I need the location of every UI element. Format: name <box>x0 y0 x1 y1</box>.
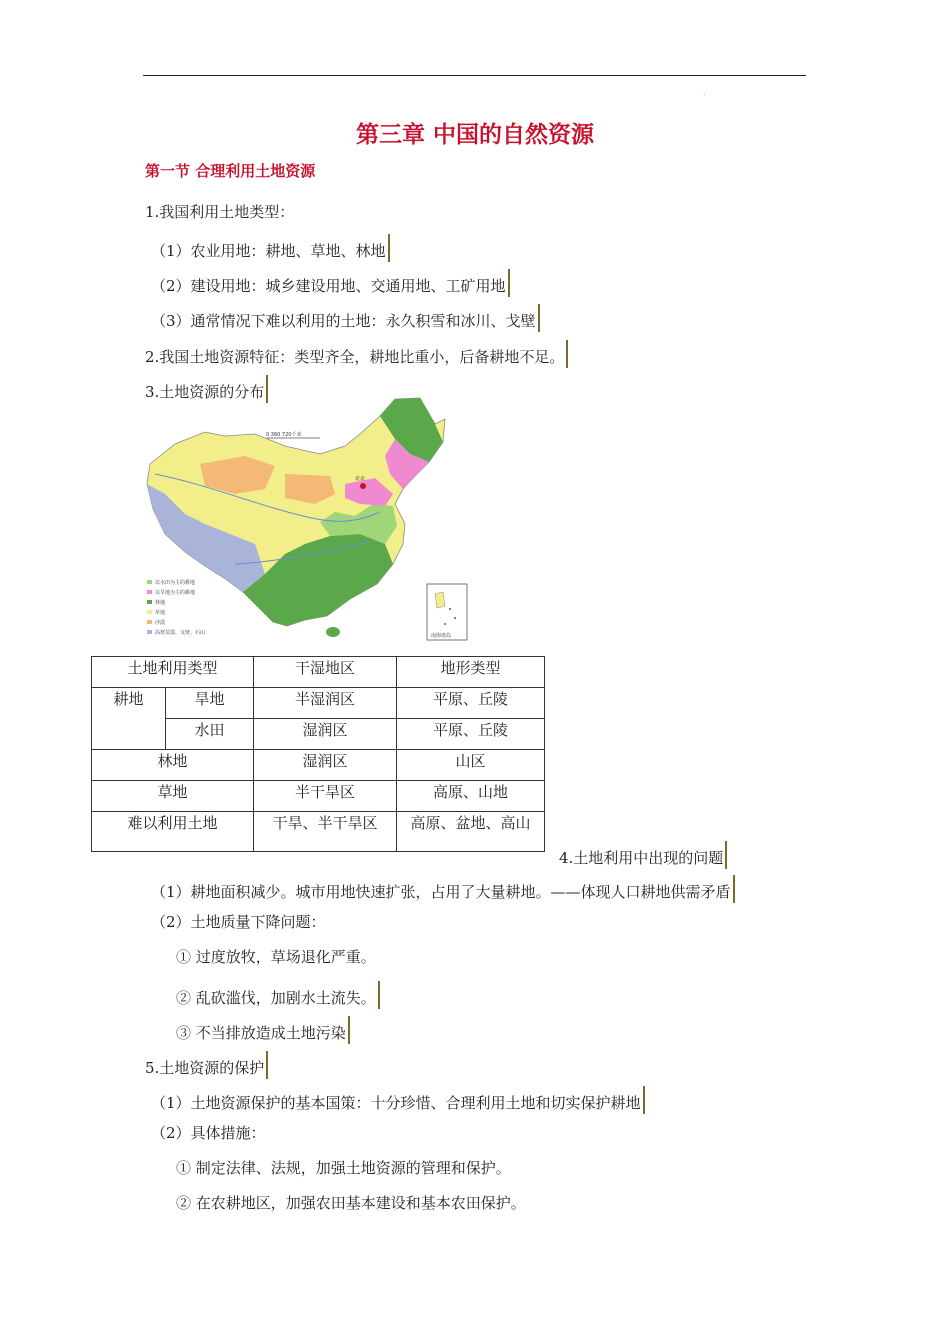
table-cell: 湿润区 <box>254 750 397 781</box>
edit-marker <box>733 875 735 903</box>
q2-line <box>145 340 568 368</box>
q5-item-1-text: （1）土地资源保护的基本国策：十分珍惜、合理利用土地和切实保护耕地 <box>151 1094 641 1112</box>
edit-marker <box>566 340 568 368</box>
q1-item-1 <box>151 234 390 262</box>
edit-marker <box>378 981 380 1009</box>
q1-item-2 <box>151 269 510 297</box>
table-cell: 旱地 <box>166 688 254 719</box>
edit-marker <box>643 1086 645 1114</box>
q4-heading: 4.土地利用中出现的问题 <box>559 849 724 867</box>
south-china-sea-inset <box>427 584 467 640</box>
table-cell: 水田 <box>166 719 254 750</box>
q4-item-2: （2）土地质量下降问题： <box>151 913 326 931</box>
legend-label: 草地 <box>155 610 166 616</box>
q4-item-4 <box>176 981 380 1009</box>
table-row <box>92 750 545 781</box>
legend-label: 以旱地为主的耕地 <box>155 590 196 596</box>
map-legend <box>147 579 205 636</box>
legend-label: 以水田为主的耕地 <box>155 580 196 586</box>
q1-heading: 1.我国利用土地类型： <box>145 203 295 221</box>
q5-item-2: （2）具体措施： <box>151 1124 266 1142</box>
legend-label: 沙漠 <box>155 620 166 626</box>
table-cell: 干旱、半干旱区 <box>254 812 397 852</box>
land-use-table <box>91 656 545 852</box>
table-cell: 难以利用土地 <box>92 812 254 852</box>
q5-item-3: ① 制定法律、法规，加强土地资源的管理和保护。 <box>176 1159 511 1177</box>
table-cell: 林地 <box>92 750 254 781</box>
table-cell: 半干旱区 <box>254 781 397 812</box>
table-row <box>92 688 545 719</box>
legend-swatch <box>147 580 152 584</box>
q4-item-3: ① 过度放牧，草场退化严重。 <box>176 948 376 966</box>
table-row <box>92 781 545 812</box>
table-header-row <box>92 657 545 688</box>
edit-marker <box>725 841 727 869</box>
q5-item-1 <box>151 1086 645 1114</box>
header-rule <box>143 75 806 76</box>
legend-label: 林地 <box>155 600 166 606</box>
q4-item-1-text: （1）耕地面积减少。城市用地快速扩张，占用了大量耕地。——体现人口耕地供需矛盾 <box>151 883 731 901</box>
legend-swatch <box>147 610 152 614</box>
q5-item-4: ② 在农耕地区，加强农田基本建设和基本农田保护。 <box>176 1194 526 1212</box>
q4-heading-line <box>559 841 727 869</box>
table-row <box>92 812 545 852</box>
chapter-title: 第三章 中国的自然资源 <box>355 122 594 148</box>
table-header-cell: 土地利用类型 <box>92 657 254 688</box>
table-cell: 高原、山地 <box>397 781 545 812</box>
q1-item-3 <box>151 304 540 332</box>
q1-item-1-text: （1）农业用地：耕地、草地、林地 <box>151 242 386 260</box>
q2-text: 2.我国土地资源特征：类型齐全，耕地比重小，后备耕地不足。 <box>145 348 565 366</box>
header-mark: . <box>703 88 706 97</box>
legend-swatch <box>147 630 152 634</box>
edit-marker <box>348 1016 350 1044</box>
table-cell: 平原、丘陵 <box>397 688 545 719</box>
legend-swatch <box>147 600 152 604</box>
table-cell: 山区 <box>397 750 545 781</box>
table-cell: 半湿润区 <box>254 688 397 719</box>
q5-heading-line <box>145 1051 268 1079</box>
q4-item-5-text: ③ 不当排放造成土地污染 <box>176 1024 346 1042</box>
q4-item-4-text: ② 乱砍滥伐，加剧水土流失。 <box>176 989 376 1007</box>
edit-marker <box>508 269 510 297</box>
edit-marker <box>388 234 390 262</box>
table-header-cell: 干湿地区 <box>254 657 397 688</box>
table-cell: 草地 <box>92 781 254 812</box>
q4-item-5 <box>176 1016 350 1044</box>
section-title: 第一节 合理利用土地资源 <box>145 162 316 180</box>
table-cell: 湿润区 <box>254 719 397 750</box>
legend-label: 高寒荒漠、戈壁、石山 <box>155 630 206 636</box>
q1-item-3-text: （3）通常情况下难以利用的土地：永久积雪和冰川、戈壁 <box>151 312 536 330</box>
inset-label: 南海诸岛 <box>431 633 452 639</box>
q1-item-2-text: （2）建设用地：城乡建设用地、交通用地、工矿用地 <box>151 277 506 295</box>
table-cell: 平原、丘陵 <box>397 719 545 750</box>
table-cell-farmland: 耕地 <box>92 688 166 750</box>
q4-item-1 <box>151 875 735 903</box>
q5-heading: 5.土地资源的保护 <box>145 1059 265 1077</box>
edit-marker <box>538 304 540 332</box>
legend-swatch <box>147 620 152 624</box>
map-scale-bar <box>266 431 320 438</box>
scale-label: 0 360 720千米 <box>266 432 302 438</box>
land-use-map <box>145 394 479 644</box>
table-cell: 高原、盆地、高山 <box>397 812 545 852</box>
beijing-label: 北京 <box>355 476 366 482</box>
q3-text: 3.土地资源的分布 <box>145 383 265 401</box>
edit-marker <box>266 1051 268 1079</box>
legend-swatch <box>147 590 152 594</box>
table-header-cell: 地形类型 <box>397 657 545 688</box>
